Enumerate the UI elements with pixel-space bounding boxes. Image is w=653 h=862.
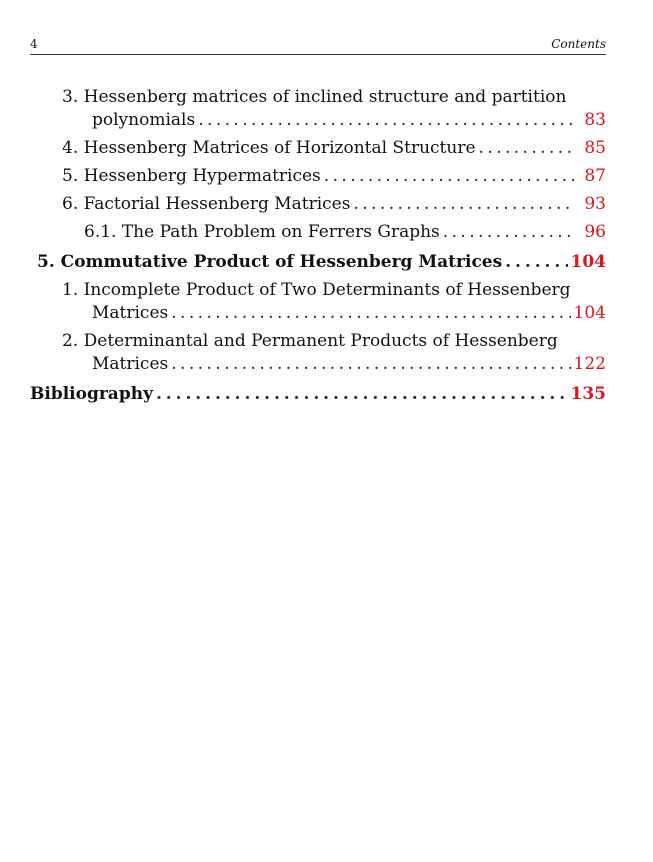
toc-page-link[interactable]: 96 <box>584 222 606 242</box>
toc-entry-title-line2: Matrices <box>92 354 169 374</box>
dot-leader <box>171 302 570 325</box>
toc-entry-title-line2: polynomials <box>92 110 196 130</box>
toc-entry-title-line2: Matrices <box>92 303 169 323</box>
toc-entry-incomplete-product[interactable] <box>30 279 606 325</box>
dot-leader <box>324 165 575 188</box>
toc-entry-title-line1: 2. Determinantal and Permanent Products of Hessenberg <box>62 331 558 351</box>
toc-page-link[interactable]: 104 <box>573 303 606 323</box>
table-of-contents <box>30 86 606 406</box>
toc-page-link[interactable]: 122 <box>573 354 606 374</box>
toc-page-link[interactable]: 87 <box>584 166 606 186</box>
dot-leader <box>353 193 575 216</box>
dot-leader <box>171 353 570 376</box>
toc-page-link[interactable]: 135 <box>570 384 606 404</box>
toc-entry-title: 4. Hessenberg Matrices of Horizontal Structure <box>62 138 476 158</box>
toc-entry-title-line1: 1. Incomplete Product of Two Determinants of Hessenberg <box>62 280 571 300</box>
toc-entry-title: 5. Hessenberg Hypermatrices <box>62 166 321 186</box>
dot-leader <box>156 383 568 406</box>
toc-entry-path-problem[interactable] <box>30 221 606 244</box>
toc-bibliography[interactable] <box>30 383 606 406</box>
toc-entry-title: 6. Factorial Hessenberg Matrices <box>62 194 351 214</box>
running-header <box>30 36 606 55</box>
dot-leader <box>198 109 575 132</box>
toc-entry-factorial[interactable] <box>30 193 606 216</box>
toc-entry-determinantal-permanent[interactable] <box>30 330 606 376</box>
dot-leader <box>505 251 567 274</box>
toc-entry-title: 6.1. The Path Problem on Ferrers Graphs <box>84 222 440 242</box>
toc-chapter-commutative-product[interactable] <box>30 251 606 274</box>
toc-chapter-title: 5. Commutative Product of Hessenberg Matrices <box>37 252 503 272</box>
toc-entry-title-line1: 3. Hessenberg matrices of inclined structure and partition <box>62 87 567 107</box>
dot-leader <box>443 221 575 244</box>
toc-entry-inclined-structure[interactable] <box>30 86 606 132</box>
toc-page-link[interactable]: 85 <box>584 138 606 158</box>
toc-entry-hypermatrices[interactable] <box>30 165 606 188</box>
toc-chapter-title: Bibliography <box>30 384 153 404</box>
page-number: 4 <box>30 37 38 51</box>
toc-page-link[interactable]: 104 <box>570 252 606 272</box>
toc-page-link[interactable]: 83 <box>584 110 606 130</box>
dot-leader <box>479 137 575 160</box>
running-title: Contents <box>551 37 606 51</box>
toc-entry-horizontal-structure[interactable] <box>30 137 606 160</box>
toc-page-link[interactable]: 93 <box>584 194 606 214</box>
